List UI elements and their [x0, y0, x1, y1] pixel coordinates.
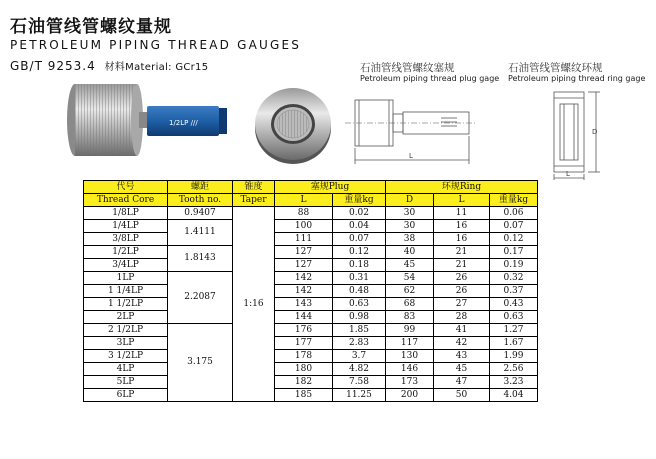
ring-weight-cell: 0.43 — [490, 298, 538, 311]
table-row — [84, 389, 538, 402]
ring-d-cell: 68 — [386, 298, 434, 311]
thread-code-cell: 2 1/2LP — [84, 324, 168, 337]
plug-l-cell: 180 — [275, 363, 333, 376]
ring-d-cell: 146 — [386, 363, 434, 376]
plug-weight-cell: 0.12 — [333, 246, 386, 259]
plug-l-cell: 100 — [275, 220, 333, 233]
col-taper-cn: 锥度 — [233, 181, 275, 194]
table-row — [84, 298, 538, 311]
ring-d-cell: 200 — [386, 389, 434, 402]
ring-weight-cell: 0.37 — [490, 285, 538, 298]
plug-dim-label: L — [409, 152, 413, 160]
ring-weight-cell: 0.06 — [490, 207, 538, 220]
pitch-cell: 1.4111 — [168, 220, 233, 246]
plug-weight-cell: 0.02 — [333, 207, 386, 220]
ring-weight-cell: 0.19 — [490, 259, 538, 272]
plug-l-cell: 143 — [275, 298, 333, 311]
col-code-cn: 代号 — [84, 181, 168, 194]
ring-d-cell: 38 — [386, 233, 434, 246]
ring-weight-cell: 0.07 — [490, 220, 538, 233]
ring-l-cell: 45 — [434, 363, 490, 376]
table-row — [84, 350, 538, 363]
plug-weight-cell: 4.82 — [333, 363, 386, 376]
ring-l-cell: 11 — [434, 207, 490, 220]
standard-line — [10, 58, 208, 73]
ring-l-cell: 21 — [434, 246, 490, 259]
plug-weight-cell: 1.85 — [333, 324, 386, 337]
plug-weight-cell: 0.07 — [333, 233, 386, 246]
plug-l-cell: 176 — [275, 324, 333, 337]
thread-code-cell: 3/8LP — [84, 233, 168, 246]
plug-weight-cell: 0.04 — [333, 220, 386, 233]
material-label: 材料Material: GCr15 — [104, 62, 209, 73]
ring-l-cell: 50 — [434, 389, 490, 402]
plug-l-cell: 142 — [275, 285, 333, 298]
thread-code-cell: 3/4LP — [84, 259, 168, 272]
ring-caption-en: Petroleum piping thread ring gage — [508, 74, 646, 83]
taper-cell: 1:16 — [233, 207, 275, 402]
ring-dim-l-label: L — [566, 170, 570, 178]
thread-code-cell: 1/2LP — [84, 246, 168, 259]
ring-gauge-photo — [255, 88, 331, 164]
ring-l-cell: 43 — [434, 350, 490, 363]
table-row — [84, 207, 538, 220]
col-plug: 塞规Plug — [275, 181, 386, 194]
plug-l-cell: 144 — [275, 311, 333, 324]
ring-gauge-drawing — [540, 84, 640, 180]
thread-code-cell: 1LP — [84, 272, 168, 285]
gauge-photo — [65, 80, 335, 168]
col-pitch-en: Tooth no. — [168, 194, 233, 207]
plug-weight-cell: 11.25 — [333, 389, 386, 402]
ring-weight-cell: 0.12 — [490, 233, 538, 246]
plug-l-cell: 185 — [275, 389, 333, 402]
thread-code-cell: 3 1/2LP — [84, 350, 168, 363]
pitch-cell: 1.8143 — [168, 246, 233, 272]
thread-code-cell: 3LP — [84, 337, 168, 350]
ring-weight-cell: 0.32 — [490, 272, 538, 285]
plug-l-cell: 111 — [275, 233, 333, 246]
page-title-cn: 石油管线管螺纹量规 — [10, 17, 172, 37]
plug-l-cell: 88 — [275, 207, 333, 220]
plug-l-cell: 127 — [275, 259, 333, 272]
ring-l-cell: 42 — [434, 337, 490, 350]
ring-d-cell: 83 — [386, 311, 434, 324]
ring-weight-cell: 1.27 — [490, 324, 538, 337]
ring-weight-cell: 2.56 — [490, 363, 538, 376]
table-row — [84, 311, 538, 324]
table-row — [84, 376, 538, 389]
plug-l-cell: 142 — [275, 272, 333, 285]
ring-weight-cell: 4.04 — [490, 389, 538, 402]
thread-code-cell: 4LP — [84, 363, 168, 376]
spec-table-body — [84, 181, 538, 402]
plug-weight-cell: 0.31 — [333, 272, 386, 285]
thread-code-cell: 1 1/4LP — [84, 285, 168, 298]
ring-d-cell: 30 — [386, 207, 434, 220]
pitch-cell: 2.2087 — [168, 272, 233, 324]
plug-weight-cell: 2.83 — [333, 337, 386, 350]
col-code-en: Thread Core — [84, 194, 168, 207]
plug-weight-cell: 3.7 — [333, 350, 386, 363]
col-ring-d: D — [386, 194, 434, 207]
table-row — [84, 324, 538, 337]
plug-gauge-drawing — [345, 88, 495, 170]
plug-l-cell: 178 — [275, 350, 333, 363]
ring-dim-d-label: D — [592, 128, 598, 136]
table-row — [84, 259, 538, 272]
plug-weight-cell: 0.98 — [333, 311, 386, 324]
thread-code-cell: 6LP — [84, 389, 168, 402]
ring-d-cell: 173 — [386, 376, 434, 389]
ring-l-cell: 16 — [434, 220, 490, 233]
ring-d-cell: 45 — [386, 259, 434, 272]
col-pitch-cn: 螺距 — [168, 181, 233, 194]
plug-caption-cn: 石油管线管螺纹塞规 — [360, 62, 455, 74]
plug-gauge-photo — [67, 84, 227, 156]
thread-code-cell: 1 1/2LP — [84, 298, 168, 311]
col-taper-en: Taper — [233, 194, 275, 207]
col-ring-l: L — [434, 194, 490, 207]
ring-d-cell: 30 — [386, 220, 434, 233]
col-ring-weight: 重量kg — [490, 194, 538, 207]
ring-weight-cell: 0.17 — [490, 246, 538, 259]
table-row — [84, 233, 538, 246]
handle-label: 1/2LP /// — [169, 119, 198, 127]
thread-code-cell: 2LP — [84, 311, 168, 324]
ring-l-cell: 41 — [434, 324, 490, 337]
table-row — [84, 272, 538, 285]
ring-l-cell: 16 — [434, 233, 490, 246]
ring-d-cell: 40 — [386, 246, 434, 259]
table-row — [84, 337, 538, 350]
pitch-cell: 3.175 — [168, 324, 233, 402]
table-row — [84, 363, 538, 376]
ring-weight-cell: 1.67 — [490, 337, 538, 350]
ring-d-cell: 62 — [386, 285, 434, 298]
spec-table — [83, 180, 538, 402]
ring-weight-cell: 1.99 — [490, 350, 538, 363]
plug-weight-cell: 0.63 — [333, 298, 386, 311]
pitch-cell: 0.9407 — [168, 207, 233, 220]
ring-weight-cell: 3.23 — [490, 376, 538, 389]
thread-code-cell: 1/8LP — [84, 207, 168, 220]
plug-l-cell: 177 — [275, 337, 333, 350]
plug-caption-en: Petroleum piping thread plug gage — [360, 74, 500, 83]
header-row-cn — [84, 181, 538, 194]
table-row — [84, 246, 538, 259]
page-title-en: PETROLEUM PIPING THREAD GAUGES — [10, 38, 302, 52]
ring-l-cell: 26 — [434, 285, 490, 298]
col-ring: 环规Ring — [386, 181, 538, 194]
col-plug-l: L — [275, 194, 333, 207]
plug-weight-cell: 7.58 — [333, 376, 386, 389]
ring-l-cell: 21 — [434, 259, 490, 272]
plug-weight-cell: 0.48 — [333, 285, 386, 298]
ring-l-cell: 27 — [434, 298, 490, 311]
standard-code: GB/T 9253.4 — [10, 59, 96, 73]
table-row — [84, 285, 538, 298]
ring-d-cell: 117 — [386, 337, 434, 350]
col-plug-weight: 重量kg — [333, 194, 386, 207]
table-row — [84, 220, 538, 233]
ring-weight-cell: 0.63 — [490, 311, 538, 324]
thread-code-cell: 5LP — [84, 376, 168, 389]
ring-d-cell: 99 — [386, 324, 434, 337]
ring-l-cell: 26 — [434, 272, 490, 285]
plug-l-cell: 127 — [275, 246, 333, 259]
header-row-en — [84, 194, 538, 207]
ring-caption-cn: 石油管线管螺纹环规 — [508, 62, 603, 74]
plug-weight-cell: 0.18 — [333, 259, 386, 272]
plug-l-cell: 182 — [275, 376, 333, 389]
ring-d-cell: 54 — [386, 272, 434, 285]
ring-d-cell: 130 — [386, 350, 434, 363]
thread-code-cell: 1/4LP — [84, 220, 168, 233]
ring-l-cell: 47 — [434, 376, 490, 389]
ring-l-cell: 28 — [434, 311, 490, 324]
